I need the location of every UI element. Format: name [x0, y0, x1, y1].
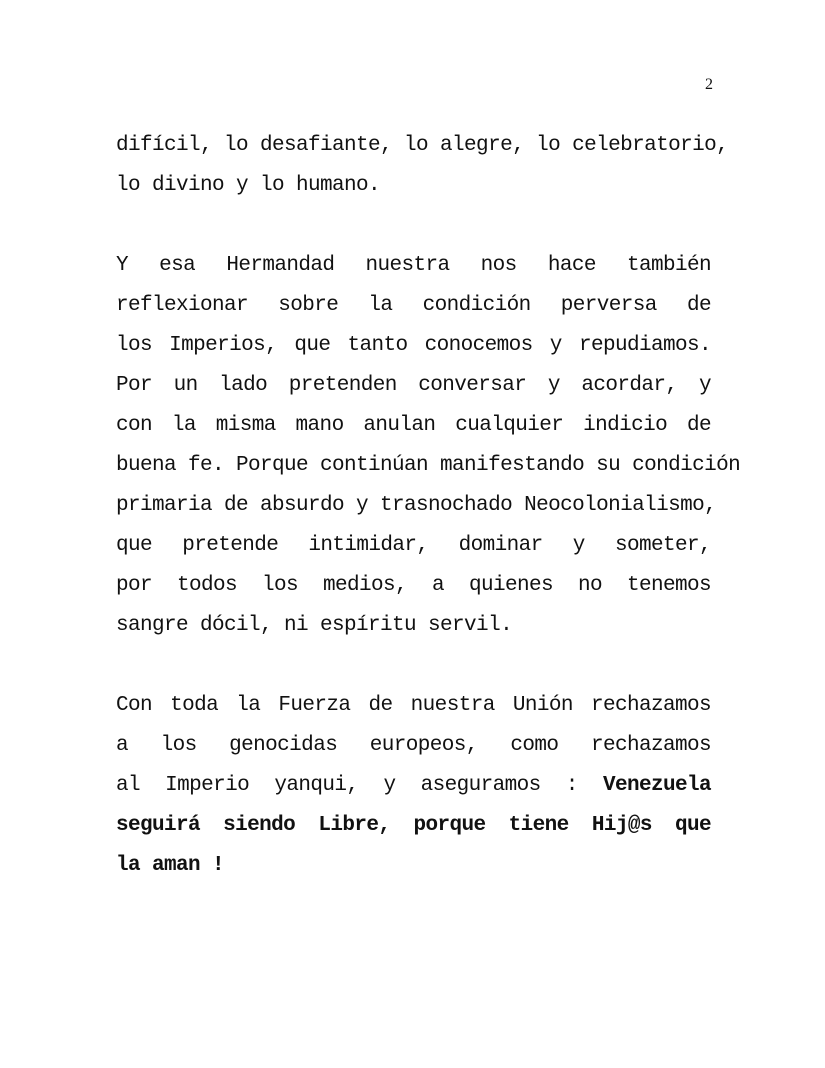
text-line: que pretende intimidar, dominar y someter,	[116, 534, 711, 557]
text-line-mixed	[116, 766, 711, 806]
paragraph-1	[116, 126, 729, 206]
text-line: primaria de absurdo y trasnochado Neocolonialismo,	[116, 494, 717, 517]
text-line: difícil, lo desafiante, lo alegre, lo celebratorio,	[116, 134, 729, 157]
bold-text-run: Venezuela	[602, 774, 711, 797]
text-line: buena fe. Porque continúan manifestando su condición	[116, 454, 741, 477]
bold-text-line: la aman !	[116, 854, 225, 877]
text-line: los Imperios, que tanto conocemos y repudiamos.	[116, 334, 711, 357]
text-line: sangre dócil, ni espíritu servil.	[116, 614, 513, 637]
text-run: al Imperio yanqui, y aseguramos :	[116, 774, 603, 797]
text-line: reflexionar sobre la condición perversa de	[116, 294, 711, 317]
text-line: Y esa Hermandad nuestra nos hace también	[116, 254, 711, 277]
bold-text-line: seguirá siendo Libre, porque tiene Hij@s que	[116, 814, 711, 837]
paragraph-3	[116, 686, 711, 886]
text-line: con la misma mano anulan cualquier indicio de	[116, 414, 711, 437]
paragraph-2	[116, 246, 741, 646]
text-line: a los genocidas europeos, como rechazamos	[116, 734, 711, 757]
text-line: por todos los medios, a quienes no tenemos	[116, 574, 711, 597]
text-line: lo divino y lo humano.	[116, 174, 381, 197]
text-line: Con toda la Fuerza de nuestra Unión rechazamos	[116, 694, 711, 717]
text-line: Por un lado pretenden conversar y acordar, y	[116, 374, 711, 397]
page-number: 2	[705, 76, 713, 93]
